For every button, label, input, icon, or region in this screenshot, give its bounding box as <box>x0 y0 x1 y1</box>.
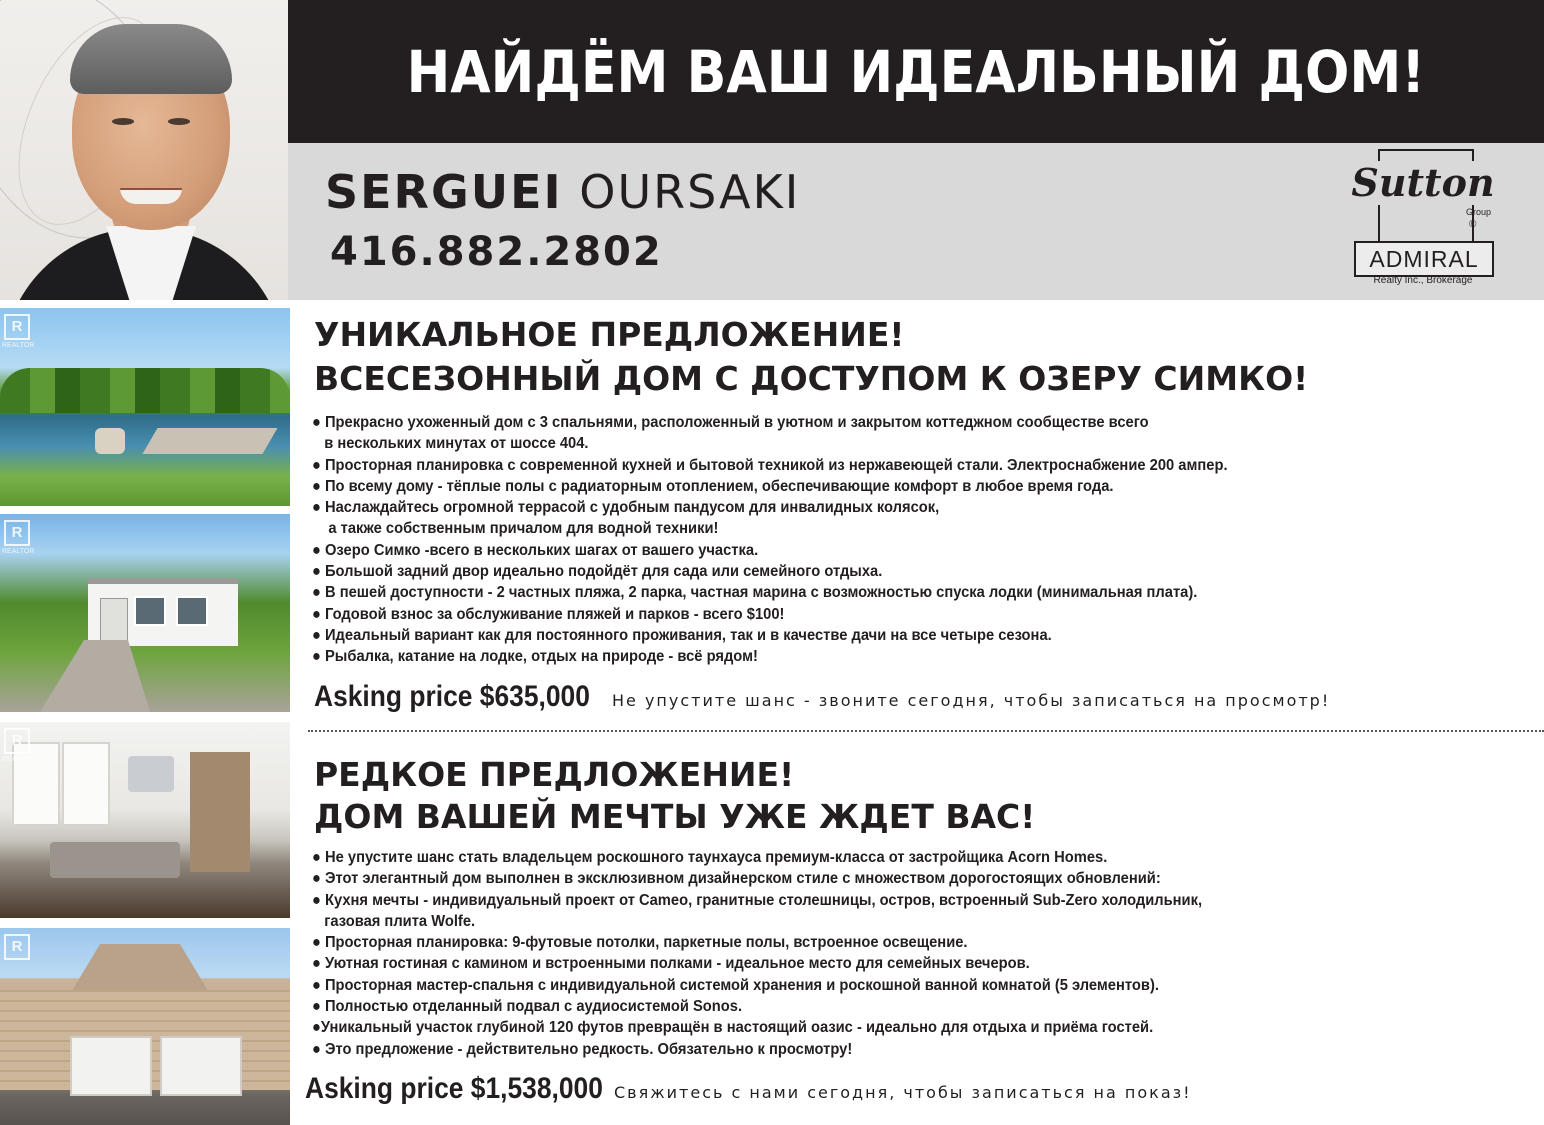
bullet-item: ● Кухня мечты - индивидуальный проект от Cameo, гранитные столешницы, остров, встроенный Sub-Zero холодильник, <box>312 891 1203 909</box>
listing2-bullets <box>312 847 1202 1060</box>
bullet-item: ● В пешей доступности - 2 частных пляжа, 2 парка, частная марина с возможностью спуска лодки (минимальная плата). <box>312 584 1198 602</box>
realtor-logo-icon: R <box>4 314 30 340</box>
listing2-title-line1: РЕДКОЕ ПРЕДЛОЖЕНИЕ! <box>314 755 795 794</box>
realtor-logo-icon: R <box>4 934 30 960</box>
listing1-cta: Не упустите шанс - звоните сегодня, чтобы записаться на просмотр! <box>612 691 1331 710</box>
bullet-item: ● Прекрасно ухоженный дом с 3 спальнями, расположенный в уютном и закрытом коттеджном сообществе всего <box>312 414 1149 431</box>
bullet-item: ● Идеальный вариант как для постоянного проживания, так и в качестве дачи на все четыре сезона. <box>312 626 1052 644</box>
realtor-logo-icon: R <box>4 520 30 546</box>
headline: НАЙДЁМ ВАШ ИДЕАЛЬНЫЙ ДОМ! <box>406 37 1426 106</box>
bullet-item: ● Просторная мастер-спальня с индивидуальной системой хранения и роскошной ванной комнатой (5 элементов). <box>312 976 1159 994</box>
brokerage-logo <box>1348 149 1498 291</box>
kitchen-photo <box>0 722 290 918</box>
logo-subtitle: Realty Inc., Brokerage <box>1373 275 1473 286</box>
bullet-item: ● Полностью отделанный подвал с аудиосистемой Sonos. <box>312 998 743 1016</box>
agent-first-name: SERGUEI <box>325 165 563 219</box>
agent-portrait <box>0 0 288 300</box>
bullet-item: ● Годовой взнос за обслуживание пляжей и парков - всего $100! <box>312 605 785 623</box>
bullet-item: ● Просторная планировка с современной кухней и бытовой техникой из нержавеющей стали. Электроснабжение 200 ампер. <box>312 456 1228 474</box>
bullet-item: ● Уютная гостиная с камином и встроенными полками - идеальное место для семейных вечеров. <box>312 955 1030 973</box>
lake-house-photo <box>0 308 290 506</box>
listing1-bullets <box>312 412 1228 668</box>
listing-divider <box>308 730 1544 732</box>
listing1-title-line2: ВСЕСЕЗОННЫЙ ДОМ С ДОСТУПОМ К ОЗЕРУ СИМКО! <box>314 359 1309 398</box>
logo-group: Group <box>1466 207 1492 217</box>
agent-phone: 416.882.2802 <box>330 229 663 275</box>
realtor-logo-icon: R <box>4 728 30 754</box>
headline-banner <box>288 0 1544 143</box>
bullet-item: ● Рыбалка, катание на лодке, отдых на природе - всё рядом! <box>312 648 758 666</box>
bullet-item: в нескольких минутах от шоссе 404. <box>312 435 589 453</box>
agent-last-name: OURSAKI <box>579 165 801 219</box>
realtor-logo-text: REALTOR <box>2 342 35 349</box>
townhouse-photo <box>0 928 290 1125</box>
realtor-logo-text: REALTOR <box>2 548 35 555</box>
listing2-cta: Свяжитесь с нами сегодня, чтобы записаться на показ! <box>614 1083 1192 1102</box>
bullet-item: ● Большой задний двор идеально подойдёт для сада или семейного отдыха. <box>312 563 883 581</box>
bullet-item: а также собственным причалом для водной техники! <box>312 520 719 538</box>
logo-registered: ® <box>1469 219 1477 230</box>
bullet-item: ● Просторная планировка: 9-футовые потолки, паркетные полы, встроенное освещение. <box>312 934 968 952</box>
logo-brand: Sutton <box>1348 161 1498 205</box>
listing2-price: Asking price $1,538,000 <box>305 1072 603 1105</box>
bullet-item: ● Наслаждайтесь огромной террасой с удобным пандусом для инвалидных колясок, <box>312 499 940 517</box>
bullet-item: ● Этот элегантный дом выполнен в эксклюзивном дизайнерском стиле с множеством дорогостоящих обновлений: <box>312 870 1161 888</box>
bullet-item: ● Озеро Симко -всего в нескольких шагах от вашего участка. <box>312 541 759 559</box>
agent-name <box>325 165 800 219</box>
bullet-item: газовая плита Wolfe. <box>312 912 476 930</box>
listing1-price: Asking price $635,000 <box>314 680 590 713</box>
agent-info-band <box>288 143 1544 300</box>
bullet-item: ●Уникальный участок глубиной 120 футов превращён в настоящий оазис - идеально для отдыха и приёма гостей. <box>312 1019 1154 1037</box>
bullet-item: ● Это предложение - действительно редкость. Обязательно к просмотру! <box>312 1040 853 1058</box>
listing1-title-line1: УНИКАЛЬНОЕ ПРЕДЛОЖЕНИЕ! <box>314 315 905 354</box>
bungalow-photo <box>0 514 290 712</box>
listing2-title-line2: ДОМ ВАШЕЙ МЕЧТЫ УЖЕ ЖДЕТ ВАС! <box>314 797 1036 836</box>
realtor-logo-text: REALTOR <box>2 756 35 763</box>
logo-office: ADMIRAL <box>1354 241 1494 277</box>
bullet-item: ● По всему дому - тёплые полы с радиаторным отоплением, обеспечивающие комфорт в любое время года. <box>312 477 1114 495</box>
bullet-item: ● Не упустите шанс стать владельцем роскошного таунхауса премиум-класса от застройщика Acorn Homes. <box>312 849 1108 866</box>
